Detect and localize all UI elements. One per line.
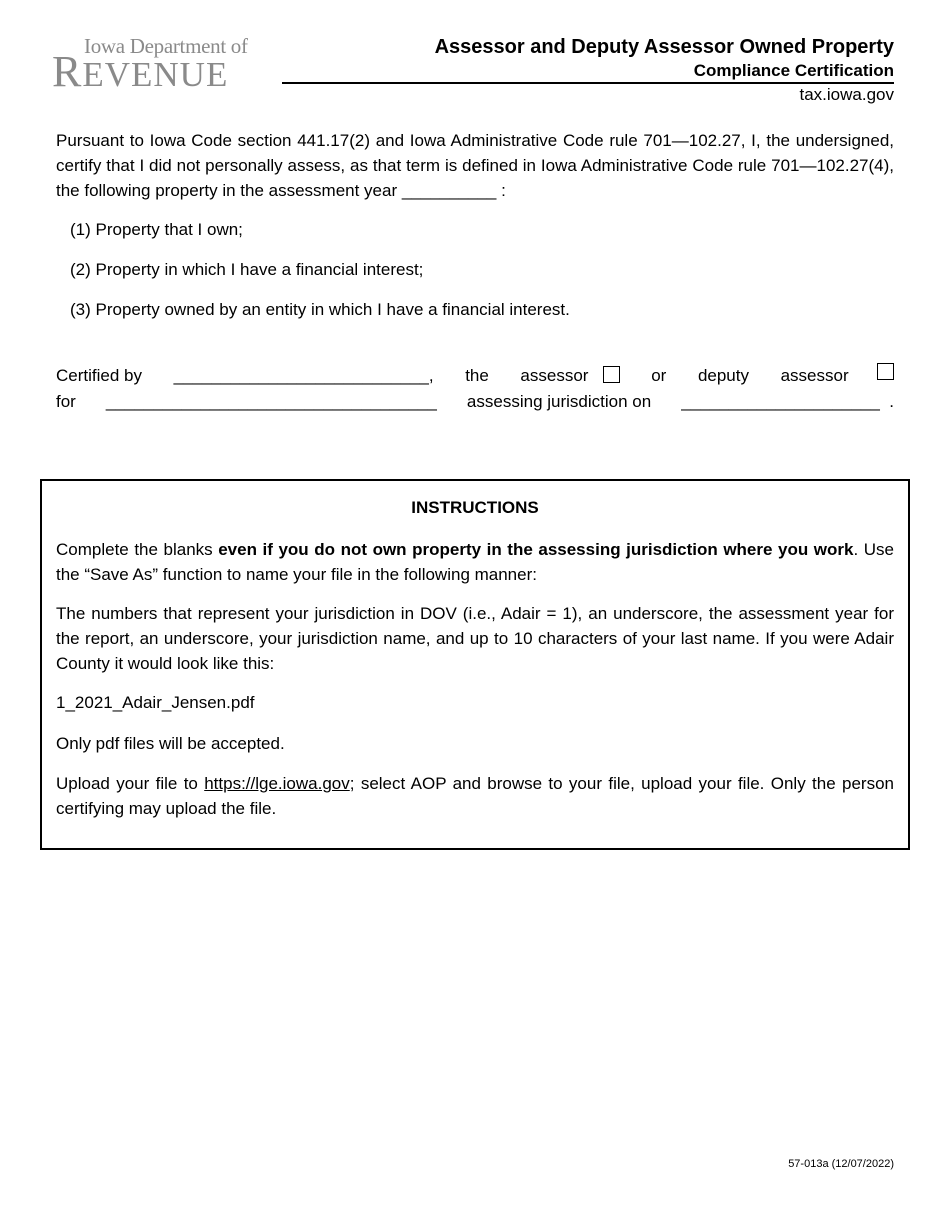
assessor-checkbox[interactable] [603, 366, 620, 383]
website-url: tax.iowa.gov [799, 85, 894, 104]
assessor-label: assessor [520, 363, 619, 389]
instructions-title: INSTRUCTIONS [411, 498, 539, 517]
certification-line-1 [56, 363, 894, 389]
list-item: (2) Property in which I have a financial interest; [70, 260, 424, 279]
deputy-assessor-label: assessor [781, 363, 894, 389]
list-item: (1) Property that I own; [70, 220, 243, 239]
logo-revenue-rest: EVENUE [82, 55, 229, 94]
intro-paragraph: Pursuant to Iowa Code section 441.17(2) and Iowa Administrative Code rule 701—102.27, I, the undersigned, certify that I did not personally assess, as that term is defined in Iowa Administrative Code rule 701—102.27(4), the following property in the assessment year __________ : [56, 131, 894, 200]
instructions-paragraph-1: Complete the blanks even if you do not own property in the assessing jurisdiction where you work. Use the “Save As” function to name your file in the following manner: [56, 540, 894, 584]
certified-by-label: Certified by [56, 366, 142, 385]
list-item: (3) Property owned by an entity in which I have a financial interest. [70, 300, 570, 319]
certifier-name-field[interactable]: ___________________________, [173, 366, 434, 385]
date-field[interactable]: _____________________ . [681, 392, 894, 411]
deputy-label: deputy [697, 366, 749, 385]
logo-revenue-initial: R [52, 47, 83, 96]
for-label: for [56, 392, 76, 411]
the-label: the [465, 366, 489, 385]
upload-link[interactable]: https://lge.iowa.gov [204, 774, 350, 793]
jurisdiction-field[interactable]: ___________________________________ [105, 392, 437, 411]
logo-department-text: Iowa Department of [84, 34, 248, 58]
instructions-paragraph-2: The numbers that represent your jurisdiction in DOV (i.e., Adair = 1), an underscore, the assessment year for the report, an underscore, your jurisdiction name, and up to 10 characters of your last name. If you were Adair County it would look like this: [56, 604, 894, 673]
logo-revenue-text [52, 46, 228, 97]
header-divider [282, 82, 894, 84]
instructions-box [40, 479, 910, 850]
deputy-assessor-checkbox[interactable] [877, 363, 894, 380]
assessing-jurisdiction-on-label: assessing jurisdiction on [466, 392, 652, 411]
example-filename: 1_2021_Adair_Jensen.pdf [56, 693, 255, 712]
instructions-paragraph-4: Only pdf files will be accepted. [56, 734, 285, 753]
instructions-emphasis: even if you do not own property in the assessing jurisdiction where you work [218, 540, 854, 559]
form-number: 57-013a (12/07/2022) [788, 1158, 894, 1170]
instructions-paragraph-5: Upload your file to https://lge.iowa.gov; select AOP and browse to your file, upload your file. Only the person certifying may upload the file. [56, 774, 894, 818]
or-label: or [651, 366, 667, 385]
form-subtitle: Compliance Certification [693, 61, 894, 80]
certification-line-2 [56, 389, 894, 415]
form-title: Assessor and Deputy Assessor Owned Property [434, 36, 894, 58]
